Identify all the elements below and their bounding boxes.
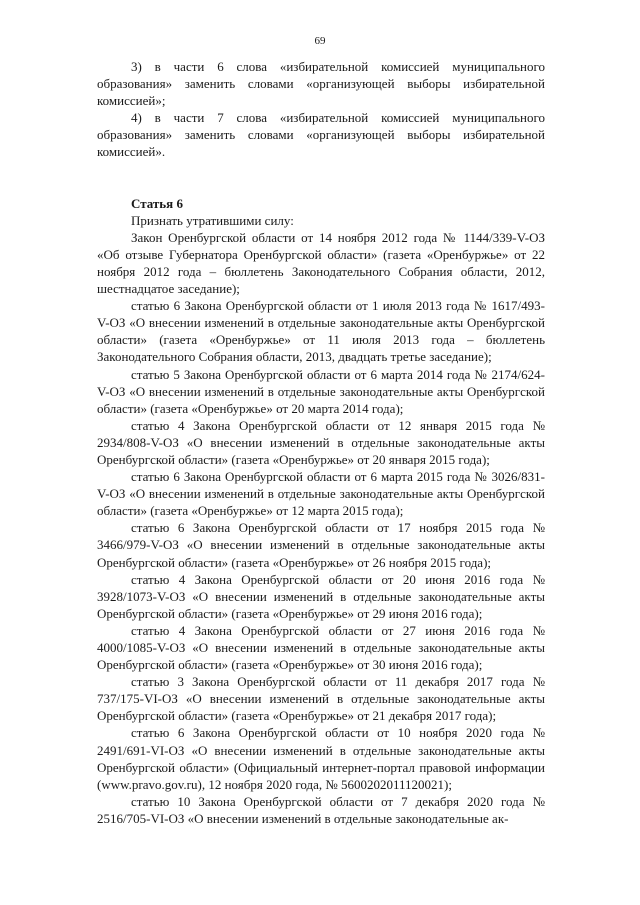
repealed-law-item: статью 5 Закона Оренбургской области от 6 марта 2014 года № 2174/624-V-ОЗ «О внесении изменений в отдельные законодательные акты Оренбургской области» (газета «Оренбуржье» от 20 марта 2014 года);: [97, 366, 545, 416]
page-number: 69: [314, 35, 326, 47]
article-heading: Статья 6: [131, 195, 183, 211]
repealed-law-item: статью 6 Закона Оренбургской области от 6 марта 2015 года № 3026/831-V-ОЗ «О внесении изменений в отдельные законодательные акты Оренбургской области» (газета «Оренбуржье» от 12 марта 2015 года);: [97, 469, 545, 519]
article-intro: Признать утратившими силу:: [131, 212, 294, 228]
repealed-law-item: статью 6 Закона Оренбургской области от 10 ноября 2020 года № 2491/691-VI-ОЗ «О внесении изменений в отдельные законодательные акты Оренбургской области» (Официальный интернет-портал правовой информации (www.pravo.gov.ru), 12 ноября 2020 года, № 5600202011120021);: [97, 725, 545, 792]
paragraph-item-4: 4) в части 7 слова «избирательной комиссией муниципального образования» заменить словами «организующей выборы избирательной комиссией».: [97, 110, 545, 160]
document-body: [97, 58, 545, 827]
repealed-law-item: статью 6 Закона Оренбургской области от 1 июля 2013 года № 1617/493-V-ОЗ «О внесении изменений в отдельные законодательные акты Оренбургской области» (газета «Оренбуржье» от 11 июля 2013 года – бюллетень Законодательного Собрания области, 2013, двадцать третье заседание);: [97, 298, 545, 365]
repealed-law-item: статью 4 Закона Оренбургской области от 12 января 2015 года № 2934/808-V-ОЗ «О внесении изменений в отдельные законодательные акты Оренбургской области» (газета «Оренбуржье» от 20 января 2015 года);: [97, 417, 545, 467]
repealed-law-item: статью 4 Закона Оренбургской области от 20 июня 2016 года № 3928/1073-V-ОЗ «О внесении изменений в отдельные законодательные акты Оренбургской области» (газета «Оренбуржье» от 29 июня 2016 года);: [97, 571, 545, 621]
repealed-law-item: статью 6 Закона Оренбургской области от 17 ноября 2015 года № 3466/979-V-ОЗ «О внесении изменений в отдельные законодательные акты Оренбургской области» (газета «Оренбуржье» от 26 ноября 2015 года);: [97, 520, 545, 570]
repealed-law-item: статью 4 Закона Оренбургской области от 27 июня 2016 года № 4000/1085-V-ОЗ «О внесении изменений в отдельные законодательные акты Оренбургской области» (газета «Оренбуржье» от 30 июня 2016 года);: [97, 622, 545, 673]
repealed-law-item: статью 10 Закона Оренбургской области от 7 декабря 2020 года № 2516/705-VI-ОЗ «О внесении изменений в отдельные законодательные ак-: [97, 793, 545, 826]
repealed-law-item: Закон Оренбургской области от 14 ноября 2012 года № 1144/339-V-ОЗ «Об отзыве Губернатора Оренбургской области» (газета «Оренбуржье» от 22 ноября 2012 года – бюллетень Законодательного Собрания области, 2012, шестнадцатое заседание);: [97, 229, 545, 297]
paragraph-item-3: 3) в части 6 слова «избирательной комиссией муниципального образования» заменить словами «организующей выборы избирательной комиссией»;: [97, 59, 545, 109]
repealed-law-item: статью 3 Закона Оренбургской области от 11 декабря 2017 года № 737/175-VI-ОЗ «О внесении изменений в отдельные законодательные акты Оренбургской области» (газета «Оренбуржье» от 21 декабря 2017 года);: [97, 674, 545, 724]
